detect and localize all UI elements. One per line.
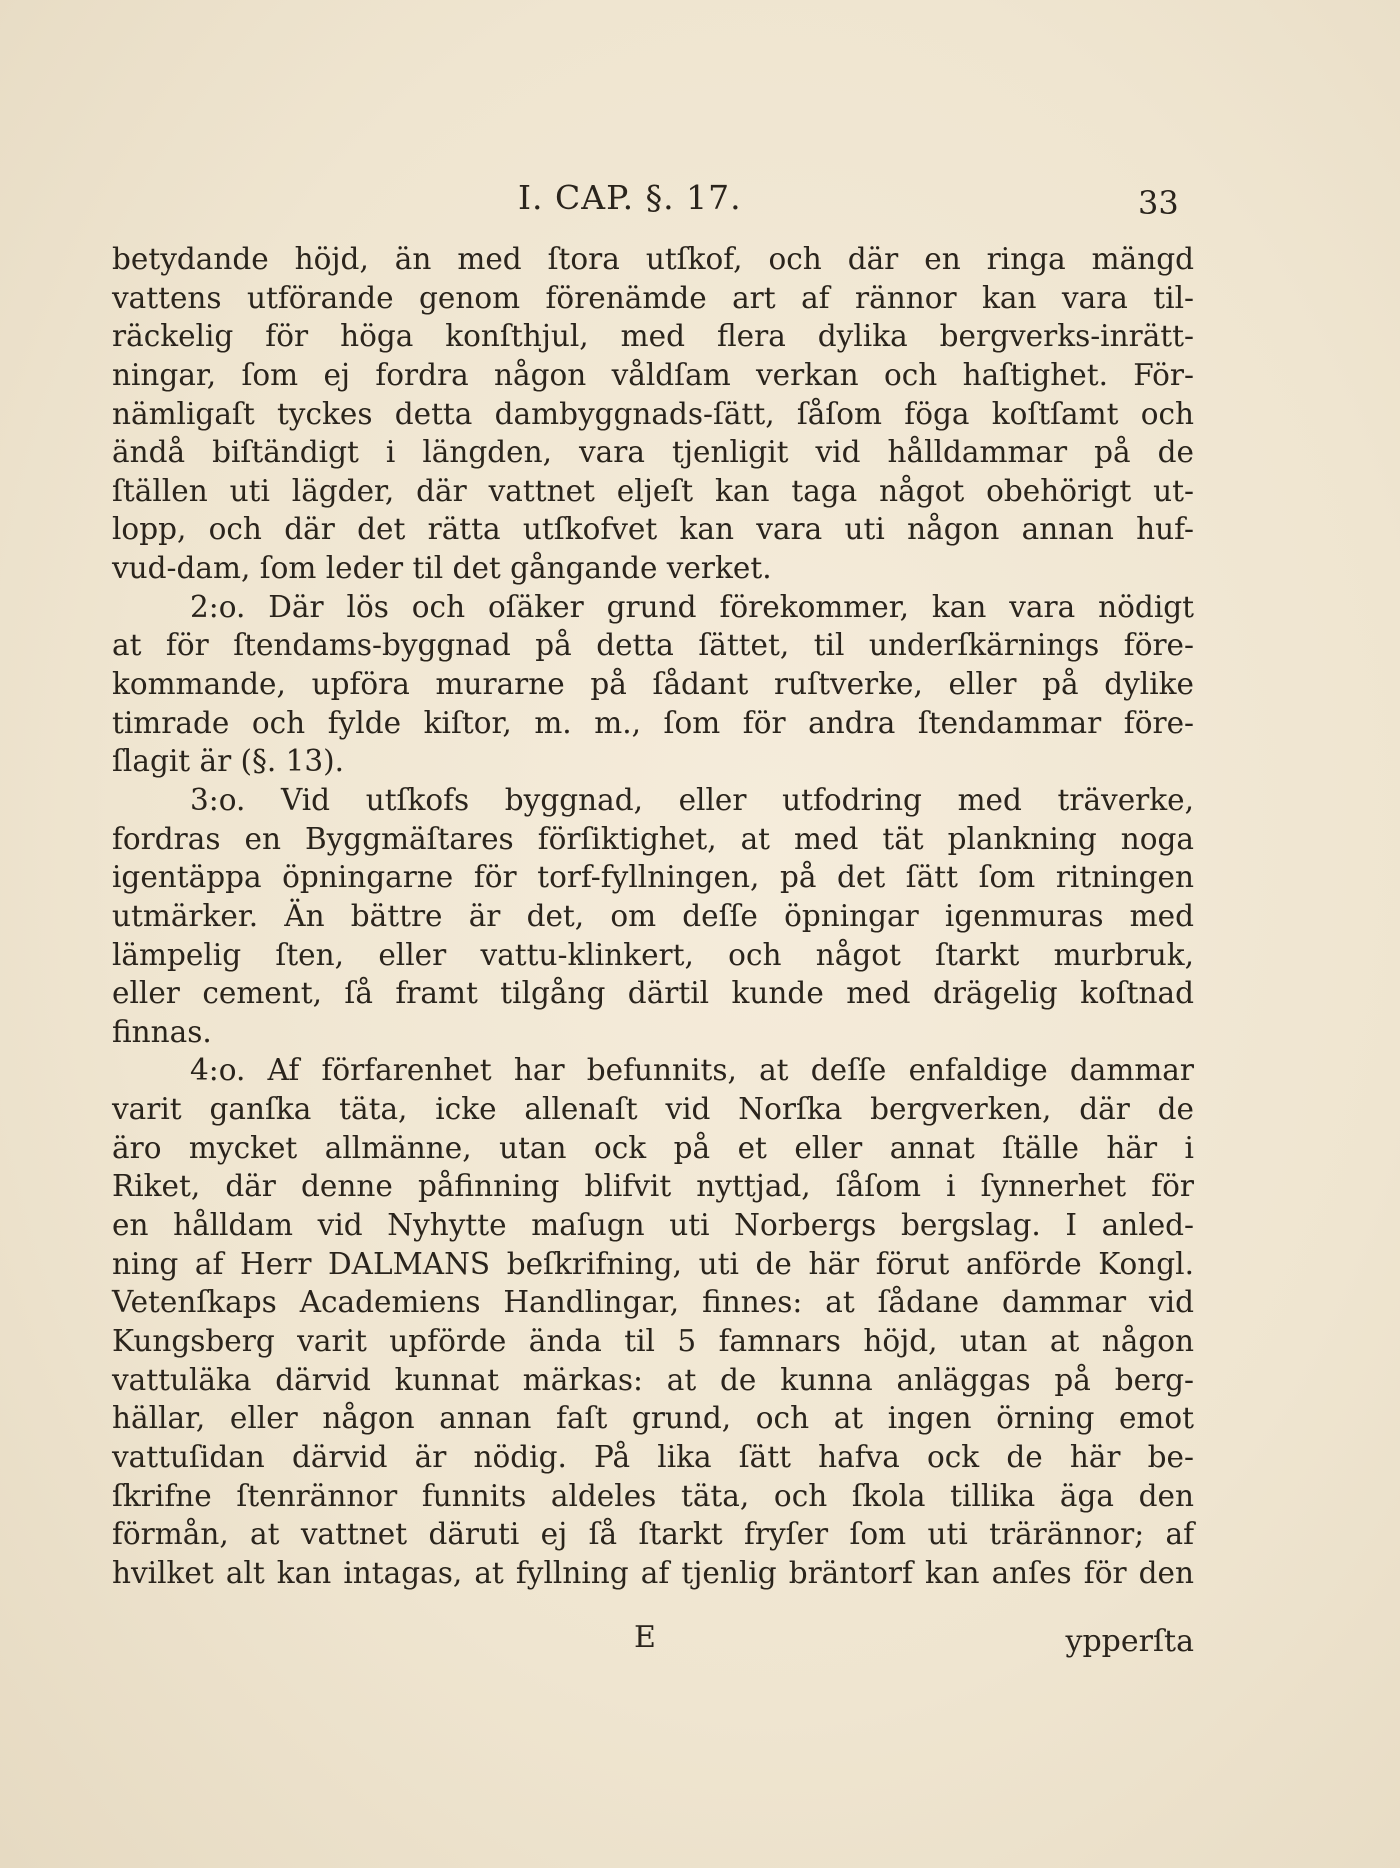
running-header: [0, 178, 1400, 222]
page-number: 33: [1138, 184, 1179, 222]
text-line: varit ganſka täta, icke allenaſt vid Norſka bergverken, där de: [112, 1092, 1194, 1127]
text-line: at för ſtendams-byggnad på detta ſättet, til underſkärnings före-: [112, 628, 1194, 663]
text-line: Vetenſkaps Academiens Handlingar, finnes: at ſådane dammar vid: [112, 1285, 1194, 1320]
text-line: vattens utförande genom förenämde art af rännor kan vara til-: [112, 280, 1194, 315]
text-line: eller cement, ſå framt tilgång därtil kunde med drägelig koſtnad: [112, 976, 1194, 1011]
text-line: fordras en Byggmäſtares förſiktighet, at med tät plankning noga: [112, 821, 1194, 856]
text-line: ſtällen uti lägder, där vattnet eljeſt kan taga något obehörigt ut-: [112, 473, 1194, 508]
text-line: utmärker. Än bättre är det, om deſſe öpningar igenmuras med: [112, 898, 1194, 933]
text-line: hvilket alt kan intagas, at fyllning af tjenlig bräntorf kan anſes för den: [112, 1555, 1194, 1590]
text-line: betydande höjd, än med ſtora utſkof, och där en ringa mängd: [112, 242, 1194, 276]
text-line: igentäppa öpningarne för torf-fyllningen, på det ſätt ſom ritningen: [112, 860, 1194, 895]
text-line: timrade och fylde kiſtor, m. m., ſom för andra ſtendammar före-: [112, 705, 1194, 740]
text-line: lopp, och där det rätta utſkofvet kan vara uti någon annan huf-: [112, 512, 1194, 547]
text-line: vud-dam, ſom leder til det gångande verket.: [112, 551, 772, 586]
text-line: finnas.: [112, 1014, 212, 1049]
text-line: Kungsberg varit upförde ända til 5 famnars höjd, utan at någon: [112, 1323, 1194, 1358]
text-line: förmån, at vattnet däruti ej ſå ſtarkt fryſer ſom uti trärännor; af: [112, 1517, 1194, 1552]
paragraph-start-line: 3:o. Vid utſkofs byggnad, eller utfodring med träverke,: [190, 782, 1194, 817]
text-line: vattuſidan därvid är nödig. På lika ſätt hafva ock de här be-: [112, 1439, 1194, 1474]
text-line: hällar, eller någon annan faſt grund, och at ingen örning emot: [112, 1401, 1194, 1436]
text-line: ändå biſtändigt i längden, vara tjenligit vid hålldammar på de: [112, 435, 1194, 470]
text-line: ſkrifne ſtenrännor funnits aldeles täta, och ſkola tillika äga den: [112, 1478, 1194, 1513]
page-footer: [112, 1620, 1194, 1660]
text-line: nämligaſt tyckes detta dambyggnads-ſätt, ſåſom föga koſtſamt och: [112, 396, 1194, 431]
text-line: vattuläka därvid kunnat märkas: at de kunna anläggas på berg-: [112, 1362, 1194, 1397]
signature-mark: E: [634, 1620, 656, 1655]
text-line: ningar, ſom ej fordra någon våldſam verkan och haſtighet. För-: [112, 357, 1194, 392]
text-line: räckelig för höga konſthjul, med flera dylika bergverks-inrätt-: [112, 319, 1194, 354]
text-line: kommande, upföra murarne på ſådant ruſtverke, eller på dylike: [112, 667, 1194, 702]
text-line: en hålldam vid Nyhytte maſugn uti Norbergs bergslag. I anled-: [112, 1208, 1194, 1243]
text-line: ſlagit är (§. 13).: [112, 744, 344, 779]
text-line: Riket, där denne påfinning blifvit nyttjad, ſåſom i ſynnerhet för: [112, 1169, 1194, 1204]
paragraph-start-line: 2:o. Där lös och oſäker grund förekommer, kan vara nödigt: [190, 589, 1194, 624]
text-body: [112, 240, 1194, 1592]
paragraph-start-line: 4:o. Af förfarenhet har befunnits, at deſſe enfaldige dammar: [190, 1053, 1194, 1088]
catchword: ypperſta: [1065, 1624, 1194, 1659]
text-line: äro mycket allmänne, utan ock på et eller annat ſtälle här i: [112, 1130, 1194, 1165]
text-line: lämpelig ſten, eller vattu-klinkert, och något ſtarkt murbruk,: [112, 937, 1194, 972]
chapter-heading: I. CAP. §. 17.: [518, 178, 742, 217]
text-line: ning af Herr DALMANS beſkrifning, uti de här förut anförde Kongl.: [112, 1246, 1194, 1281]
